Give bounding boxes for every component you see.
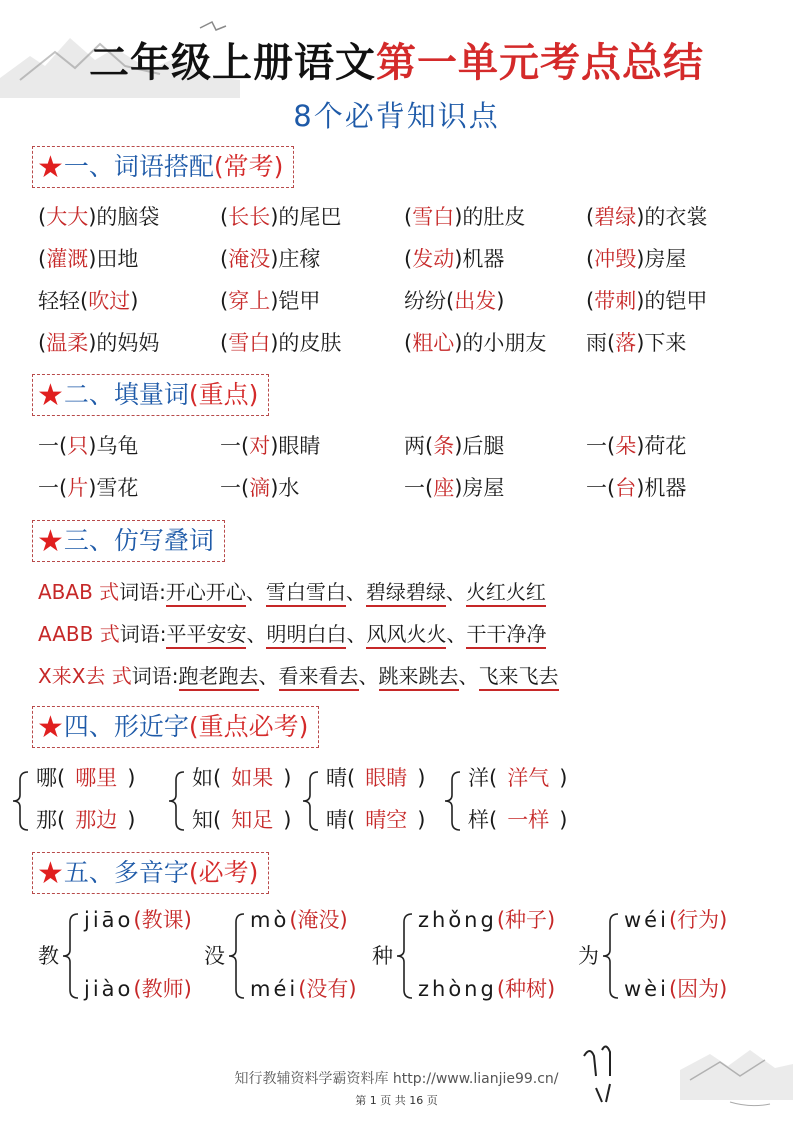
char-close: ) [283,766,292,790]
measure-item [38,474,138,502]
item-answer: 碧绿 [594,205,637,229]
pinyin: wéi [624,908,669,932]
item-answer: 淹没 [228,247,271,271]
example-word: (淹没) [289,908,348,932]
item-suffix: )的尾巴 [270,205,342,229]
item-prefix: ( [38,331,47,355]
example-word: (行为) [668,908,728,932]
item-answer: 带刺 [594,289,637,313]
star-icon: ★ [37,378,64,413]
item-answer: 落 [615,331,637,355]
section-name: 二、填量词 [63,380,189,409]
item-prefix: 一( [220,476,250,500]
section-header-collocations [32,146,294,188]
example-word: 看来看去 [279,664,359,691]
char-open: 晴( [326,808,356,832]
char-close: ) [559,766,568,790]
measure-item [586,432,686,460]
item-prefix: ( [586,289,595,313]
example-word: 开心开心 [166,580,246,607]
section-header-polyphones [32,852,269,894]
item-answer: 灌溉 [46,247,89,271]
item-answer: 发动 [412,247,455,271]
item-answer: 对 [249,434,271,458]
item-answer: 出发 [454,289,497,313]
polyphone-reading [418,906,555,934]
example-word: (种子) [496,908,556,932]
char-answer: 眼睛 [365,766,408,790]
similar-char-item [326,806,425,834]
char-open: 洋( [468,766,498,790]
item-answer: 条 [433,434,455,458]
collocation-item [404,203,525,231]
item-suffix: )乌龟 [88,434,139,458]
collocation-item [38,329,159,357]
char-open: 知( [192,808,222,832]
example-word: 干干净净 [466,622,546,649]
collocation-item [38,203,159,231]
collocation-item [38,245,138,273]
collocation-item [38,287,138,315]
collocation-item [586,329,686,357]
item-suffix: )眼睛 [270,434,321,458]
example-word: 雪白雪白 [266,580,346,607]
measure-item [586,474,686,502]
pattern-suffix: 词语: [131,664,179,688]
item-answer: 雪白 [228,331,271,355]
pattern-label: X来X去 式 [38,664,132,688]
char-close: ) [283,808,292,832]
separator: 、 [458,664,479,688]
polyphone-reading [84,906,192,934]
example-word: (因为) [668,977,728,1001]
item-prefix: 一( [38,476,68,500]
item-suffix: ) [496,289,505,313]
example-word: (种树) [496,977,556,1001]
footer-source: 知行教辅资料学霸资料库 http://www.lianjie99.cn/ [234,1071,559,1087]
item-answer: 只 [67,434,89,458]
separator: 、 [258,664,279,688]
example-word: 风风火火 [366,622,446,649]
star-icon: ★ [37,524,64,559]
item-suffix: )机器 [636,476,687,500]
item-suffix: )下来 [636,331,687,355]
similar-char-item [36,764,135,792]
example-word: 跳来跳去 [379,664,459,691]
char-answer: 那边 [75,808,118,832]
page-title [0,38,793,88]
item-suffix: )房屋 [636,247,687,271]
item-suffix: )荷花 [636,434,687,458]
item-answer: 台 [615,476,637,500]
separator: 、 [445,580,466,604]
pinyin: wèi [624,977,669,1001]
pinyin: mò [250,908,290,932]
polyphone-char: 为 [578,944,599,968]
item-suffix: )的妈妈 [88,331,160,355]
section-header-similar-chars [32,706,319,748]
item-suffix: )水 [270,476,300,500]
brace-icon [602,912,620,1000]
pinyin: zhǒng [418,908,497,932]
item-prefix: 轻轻( [38,289,89,313]
measure-item [220,432,320,460]
collocation-item [220,329,341,357]
star-icon: ★ [37,856,64,891]
item-prefix: 一( [586,434,616,458]
collocation-item [220,245,320,273]
polyphone-char: 没 [204,944,225,968]
pattern-suffix: 词语: [119,622,167,646]
item-prefix: 一( [586,476,616,500]
char-open: 那( [36,808,66,832]
separator: 、 [345,580,366,604]
similar-char-item [468,806,567,834]
pattern-label: ABAB 式 [38,580,120,604]
item-suffix: )的小朋友 [454,331,547,355]
separator: 、 [245,580,266,604]
example-word: 平平安安 [166,622,246,649]
item-answer: 吹过 [88,289,131,313]
section-tag: (重点必考) [188,712,309,741]
similar-char-item [326,764,425,792]
item-answer: 长长 [228,205,271,229]
separator: 、 [358,664,379,688]
page-number: 第 1 页 共 16 页 [355,1094,438,1107]
item-answer: 粗心 [412,331,455,355]
section-tag: (常考) [213,152,284,181]
item-suffix: )庄稼 [270,247,321,271]
title-part2: 第一单元考点总结 [376,40,704,86]
item-answer: 滴 [249,476,271,500]
item-prefix: ( [404,247,413,271]
item-answer: 雪白 [412,205,455,229]
item-suffix: )田地 [88,247,139,271]
char-close: ) [127,766,136,790]
brace-icon [444,770,462,832]
char-open: 样( [468,808,498,832]
item-answer: 温柔 [46,331,89,355]
item-answer: 朵 [615,434,637,458]
reduplication-line [38,578,546,606]
char-open: 哪( [36,766,66,790]
example-word: 飞来飞去 [479,664,559,691]
collocation-item [404,245,504,273]
example-word: (没有) [298,977,357,1001]
item-prefix: ( [404,205,413,229]
char-answer: 知足 [231,808,274,832]
section-name: 五、多音字 [63,858,189,887]
separator: 、 [346,622,367,646]
char-close: ) [417,766,426,790]
example-word: (教师) [133,977,192,1001]
item-answer: 座 [433,476,455,500]
pinyin: méi [250,977,299,1001]
char-close: ) [559,808,568,832]
item-suffix: )的皮肤 [270,331,342,355]
char-answer: 一样 [507,808,550,832]
collocation-item [404,329,546,357]
char-close: ) [417,808,426,832]
pattern-suffix: 词语: [119,580,166,604]
item-suffix: )铠甲 [270,289,321,313]
section-tag: (重点) [188,380,259,409]
item-suffix: )的脑袋 [88,205,160,229]
item-prefix: ( [404,331,413,355]
section-header-measure-words [32,374,269,416]
item-prefix: 一( [220,434,250,458]
item-prefix: 雨( [586,331,616,355]
item-suffix: ) [130,289,139,313]
example-word: 跑老跑去 [179,664,259,691]
similar-char-item [468,764,567,792]
char-answer: 晴空 [365,808,408,832]
section-name: 一、词语搭配 [63,152,214,181]
item-suffix: )机器 [454,247,505,271]
polyphone-char: 种 [372,944,393,968]
brace-icon [62,912,80,1000]
reduplication-line [38,662,559,690]
item-prefix: 一( [404,476,434,500]
measure-item [404,474,504,502]
item-prefix: 一( [38,434,68,458]
pinyin: zhòng [418,977,497,1001]
pinyin: jiào [84,977,134,1001]
similar-char-item [192,806,291,834]
collocation-item [586,203,707,231]
separator: 、 [446,622,467,646]
item-suffix: )的铠甲 [636,289,708,313]
brace-icon [12,770,30,832]
reduplication-line [38,620,546,648]
separator: 、 [246,622,267,646]
section-name: 四、形近字 [63,712,189,741]
item-prefix: 纷纷( [404,289,455,313]
polyphone-reading [250,906,348,934]
measure-item [220,474,299,502]
item-answer: 大大 [46,205,89,229]
star-icon: ★ [37,710,64,745]
brace-icon [228,912,246,1000]
char-answer: 哪里 [75,766,118,790]
example-word: (教课) [133,908,192,932]
item-prefix: ( [220,205,229,229]
collocation-item [586,287,707,315]
section-name: 三、仿写叠词 [63,526,214,555]
item-suffix: )的肚皮 [454,205,526,229]
measure-item [38,432,138,460]
char-open: 如( [192,766,222,790]
item-prefix: 两( [404,434,434,458]
example-word: 碧绿碧绿 [366,580,446,607]
brace-icon [396,912,414,1000]
item-suffix: )的衣裳 [636,205,708,229]
polyphone-reading [84,975,192,1003]
pinyin: jiāo [84,908,134,932]
collocation-item [220,203,341,231]
char-close: ) [127,808,136,832]
item-suffix: )房屋 [454,476,505,500]
section-header-reduplication [32,520,225,562]
brace-icon [168,770,186,832]
item-prefix: ( [586,247,595,271]
collocation-item [586,245,686,273]
item-prefix: ( [38,205,47,229]
title-part1: 二年级上册语文 [89,40,376,86]
item-answer: 穿上 [228,289,271,313]
measure-item [404,432,504,460]
item-suffix: )雪花 [88,476,139,500]
star-icon: ★ [37,150,64,185]
example-word: 火红火红 [466,580,546,607]
item-prefix: ( [38,247,47,271]
polyphone-reading [418,975,555,1003]
char-answer: 如果 [231,766,274,790]
item-answer: 冲毁 [594,247,637,271]
char-open: 晴( [326,766,356,790]
similar-char-item [36,806,135,834]
item-prefix: ( [586,205,595,229]
example-word: 明明白白 [266,622,346,649]
brace-icon [302,770,320,832]
polyphone-reading [250,975,357,1003]
collocation-item [220,287,320,315]
pattern-label: AABB 式 [38,622,120,646]
polyphone-reading [624,975,727,1003]
similar-char-item [192,764,291,792]
char-answer: 洋气 [507,766,550,790]
collocation-item [404,287,504,315]
polyphone-char: 教 [38,944,59,968]
item-prefix: ( [220,331,229,355]
item-prefix: ( [220,289,229,313]
section-tag: (必考) [188,858,259,887]
page-subtitle: 8个必背知识点 [293,99,500,133]
item-prefix: ( [220,247,229,271]
polyphone-reading [624,906,727,934]
item-answer: 片 [67,476,89,500]
item-suffix: )后腿 [454,434,505,458]
